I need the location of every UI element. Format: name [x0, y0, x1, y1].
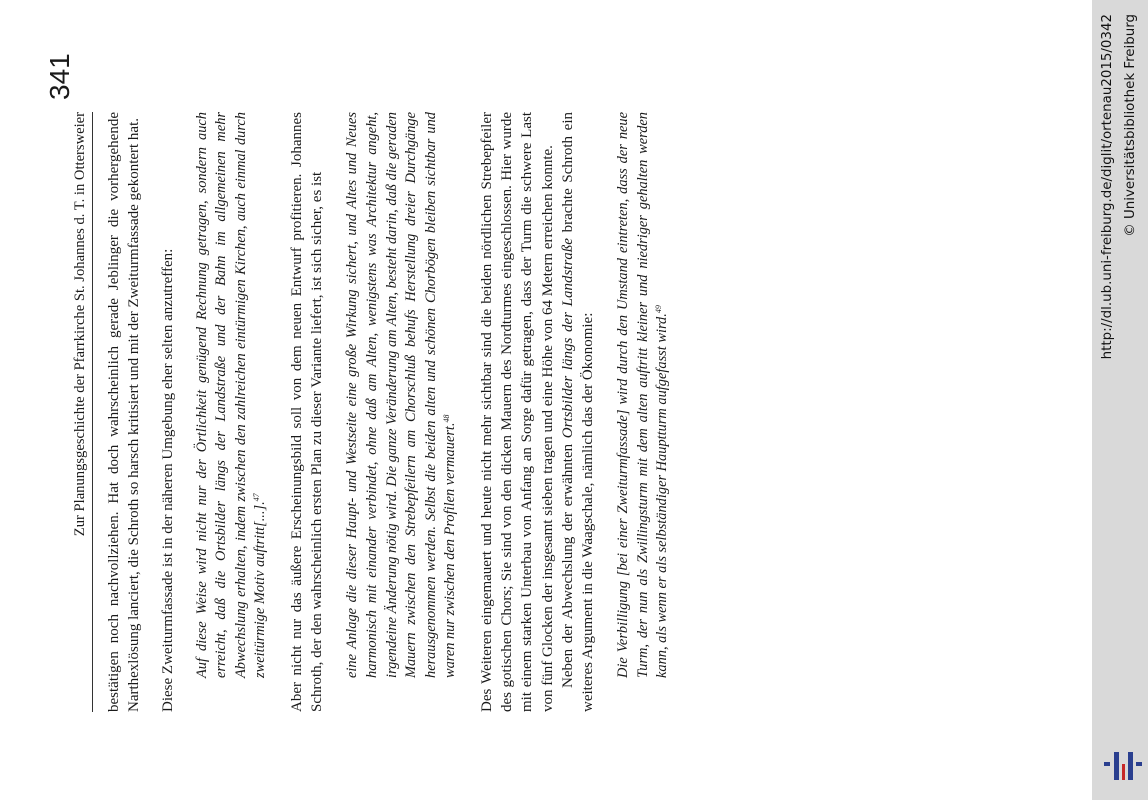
- running-title: Zur Planungsgeschichte der Pfarrkirche St. Johannes d. T. in Ottersweier: [72, 112, 88, 537]
- paragraph-5-emphasis: Ortsbilder längs der Landstraße: [559, 238, 576, 439]
- quote-3: [614, 112, 673, 678]
- paragraph-5: [558, 112, 598, 712]
- sidebar-text-box: [1092, 0, 1148, 800]
- quote-1-text: Auf diese Weise wird nicht nur der Örtlichkeit genügend Rechnung getragen, sondern auch erreicht, daß die Ortsbilder längs der Landstraße und der Bahn im allgemeinen mehr Abwechslung erhalten, indem zwischen den zahlreichen eintürmigen Kirchen, auch einmal durch zweitürmige Motiv auftritt[...].: [193, 112, 269, 678]
- quote-2-text: eine Anlage die dieser Haupt- und Westseite eine große Wirkung sichert, und Altes und Neues harmonisch mit einander verbindet, ohne daß am Alten, wenigstens was Architektur angeht, irgendeine Änderung nötig wird. Die ganze Veränderung am Alten, besteht darin, daß die geraden Mauern zwischen den Strebepfeilern am Chorschluß behufs Herstellung dreier Durchgänge herausgenommen werden. Selbst die beiden alten und schönen Chorbögen bleiben sichtbar und waren nur zwischen den Profilen vermauert.: [344, 112, 459, 678]
- logo-block-right: [1136, 762, 1142, 766]
- quote-1: [193, 112, 271, 678]
- logo-bar-2: [1128, 752, 1133, 780]
- page-number: 341: [44, 53, 75, 100]
- quote-3-text: Die Verbilligung [bei einer Zweiturmfassade] wird durch den Umstand eintreten, dass der neue Turm, der nun als Zwillingsturm mit dem alten auftritt kleiner und niedriger gehalten werden kann, als wenn er als selbständiger Hauptturm aufgefasst wird.: [615, 112, 671, 678]
- logo-block-left: [1104, 762, 1110, 766]
- running-header: [68, 112, 93, 712]
- paragraph-5-text-b: brachte Schroth ein weiteres Argument in die Waagschale, nämlich das der Ökonomie:: [559, 112, 596, 712]
- paragraph-1: bestätigen noch nachvollziehen. Hat doch wahrscheinlich gerade Jeblinger die vorhergehende Narthexlösung lanciert, die Schroth so harsch kritisiert und mit der Zweiturmfassade gekontert hat.: [106, 112, 143, 712]
- source-url-link[interactable]: http://dl.ub.uni-freiburg.de/diglit/ortenau2015/0342: [1100, 14, 1115, 360]
- logo-bar-1: [1114, 752, 1119, 780]
- quote-2: [343, 112, 461, 678]
- footnote-ref-47[interactable]: 47: [252, 493, 262, 502]
- footnote-ref-49[interactable]: 49: [654, 305, 664, 314]
- footnote-ref-48[interactable]: 48: [442, 414, 452, 423]
- paragraph-5-text-a: Neben der Abwechslung der erwähnten: [559, 438, 576, 688]
- paragraph-4: Des Weiteren eingemauert und heute nicht mehr sichtbar sind die beiden nördlichen Strebepfeiler des gotischen Chors; Sie sind von den dicken Mauern des Nordturmes eingeschlossen. Hier wurde mit einem starken Unterbau von Anfang an Sorge dafür getragen, dass der Turm die schwere Last von fünf Glocken der insgesamt sieben tragen und eine Höhe von 64 Metern erreichen konnte.: [478, 112, 556, 712]
- copyright-notice: © Universitätsbibliothek Freiburg: [1123, 14, 1138, 237]
- library-sidebar: [1092, 0, 1148, 800]
- text-column: [104, 112, 673, 712]
- ub-freiburg-logo-icon: [1100, 744, 1144, 784]
- paragraph-2: Diese Zweiturmfassade ist in der näheren Umgebung eher selten anzutreffen:: [160, 248, 177, 712]
- logo-bar-red: [1122, 764, 1125, 780]
- paragraph-3: Aber nicht nur das äußere Erscheinungsbild soll von dem neuen Entwurf profitieren. Johannes Schroth, der den wahrscheinlich ersten Plan zu dieser Variante liefert, ist sich sicher, es ist: [288, 112, 326, 712]
